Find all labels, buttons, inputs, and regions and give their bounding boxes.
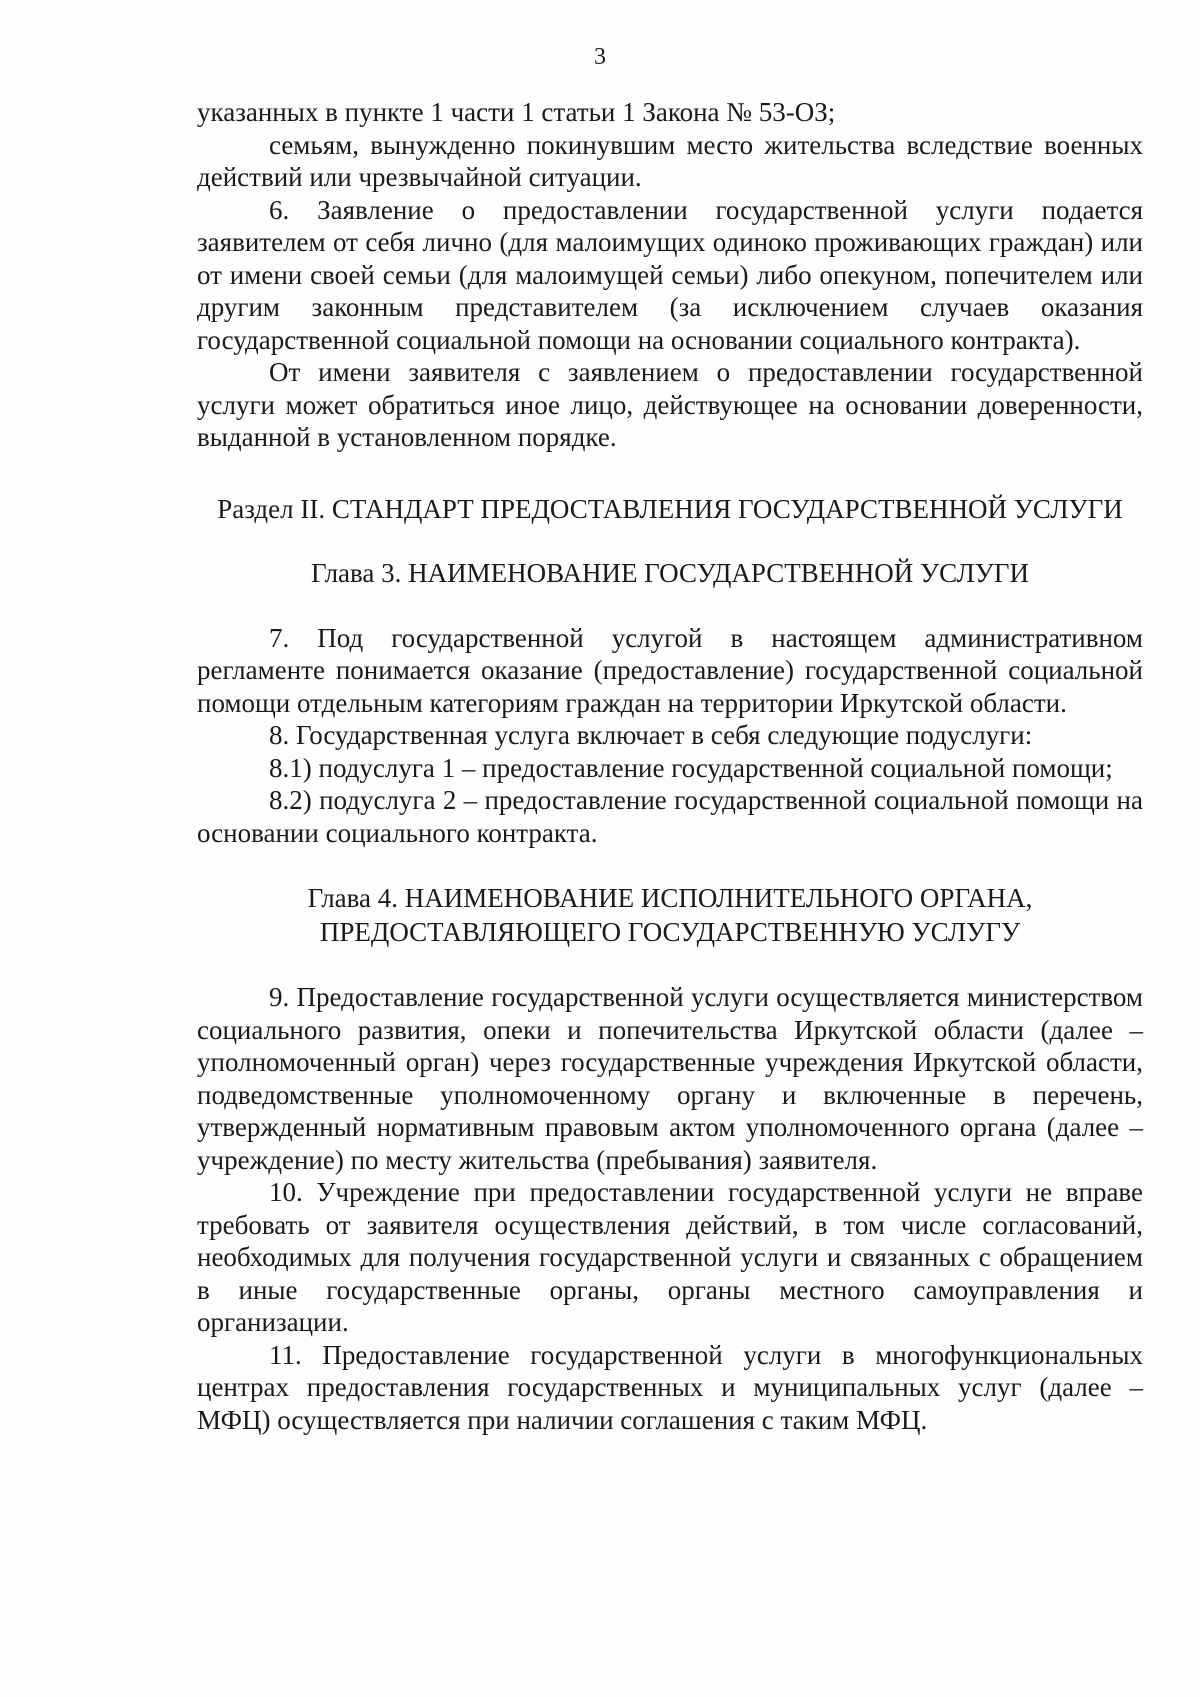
paragraph: 8.2) подуслуга 2 – предоставление государственной социальной помощи на основании социального контракта. — [197, 785, 1143, 848]
paragraph: 10. Учреждение при предоставлении государственной услуги не вправе требовать от заявителя осуществления действий, в том числе согласований, необходимых для получения государственной услуги и связанных с обращением в иные государственные органы, органы местного самоуправления и организации. — [197, 1177, 1143, 1337]
paragraph: 7. Под государственной услугой в настоящем административном регламенте понимается оказание (предоставление) государственной социальной помощи отдельным категориям граждан на территории Иркутской области. — [197, 622, 1143, 718]
paragraph: указанных в пункте 1 части 1 статьи 1 Закона № 53-ОЗ; — [197, 97, 836, 127]
paragraph: 8. Государственная услуга включает в себя следующие подуслуги: — [269, 720, 1033, 750]
chapter-heading-line: ПРЕДОСТАВЛЯЮЩЕГО ГОСУДАРСТВЕННУЮ УСЛУГУ — [319, 917, 1021, 947]
page-number: 3 — [594, 44, 606, 70]
paragraph: 11. Предоставление государственной услуги в многофункциональных центрах предоставления государственных и муниципальных услуг (далее – МФЦ) осуществляется при наличии соглашения с таким МФЦ. — [197, 1339, 1143, 1435]
paragraph: От имени заявителя с заявлением о предоставлении государственной услуги может обратиться иное лицо, действующее на основании доверенности, выданной в установленном порядке. — [197, 357, 1143, 452]
paragraph: 8.1) подуслуга 1 – предоставление государственной социальной помощи; — [269, 752, 1113, 783]
section-heading: Раздел II. СТАНДАРТ ПРЕДОСТАВЛЕНИЯ ГОСУДАРСТВЕННОЙ УСЛУГИ — [217, 493, 1123, 524]
chapter-heading-line: Глава 4. НАИМЕНОВАНИЕ ИСПОЛНИТЕЛЬНОГО ОРГАНА, — [307, 883, 1033, 913]
paragraph: семьям, вынужденно покинувшим место жительства вследствие военных действий или чрезвычайной ситуации. — [197, 129, 1143, 192]
page-content — [197, 96, 1143, 1436]
paragraph: 9. Предоставление государственной услуги осуществляется министерством социального развития, опеки и попечительства Иркутской области (далее – уполномоченный орган) через государственные учреждения Иркутской области, подведомственные уполномоченному органу и включенные в перечень, утвержденный нормативным правовым актом уполномоченного органа (далее – учреждение) по месту жительства (пребывания) заявителя. — [197, 982, 1143, 1175]
paragraph: 6. Заявление о предоставлении государственной услуги подается заявителем от себя лично (для малоимущих одиноко проживающих граждан) или от имени своей семьи (для малоимущей семьи) либо опекуном, попечителем или другим законным представителем (за исключением случаев оказания государственной социальной помощи на основании социального контракта). — [197, 194, 1143, 355]
chapter-heading — [197, 881, 1143, 949]
chapter-heading: Глава 3. НАИМЕНОВАНИЕ ГОСУДАРСТВЕННОЙ УСЛУГИ — [310, 557, 1029, 588]
